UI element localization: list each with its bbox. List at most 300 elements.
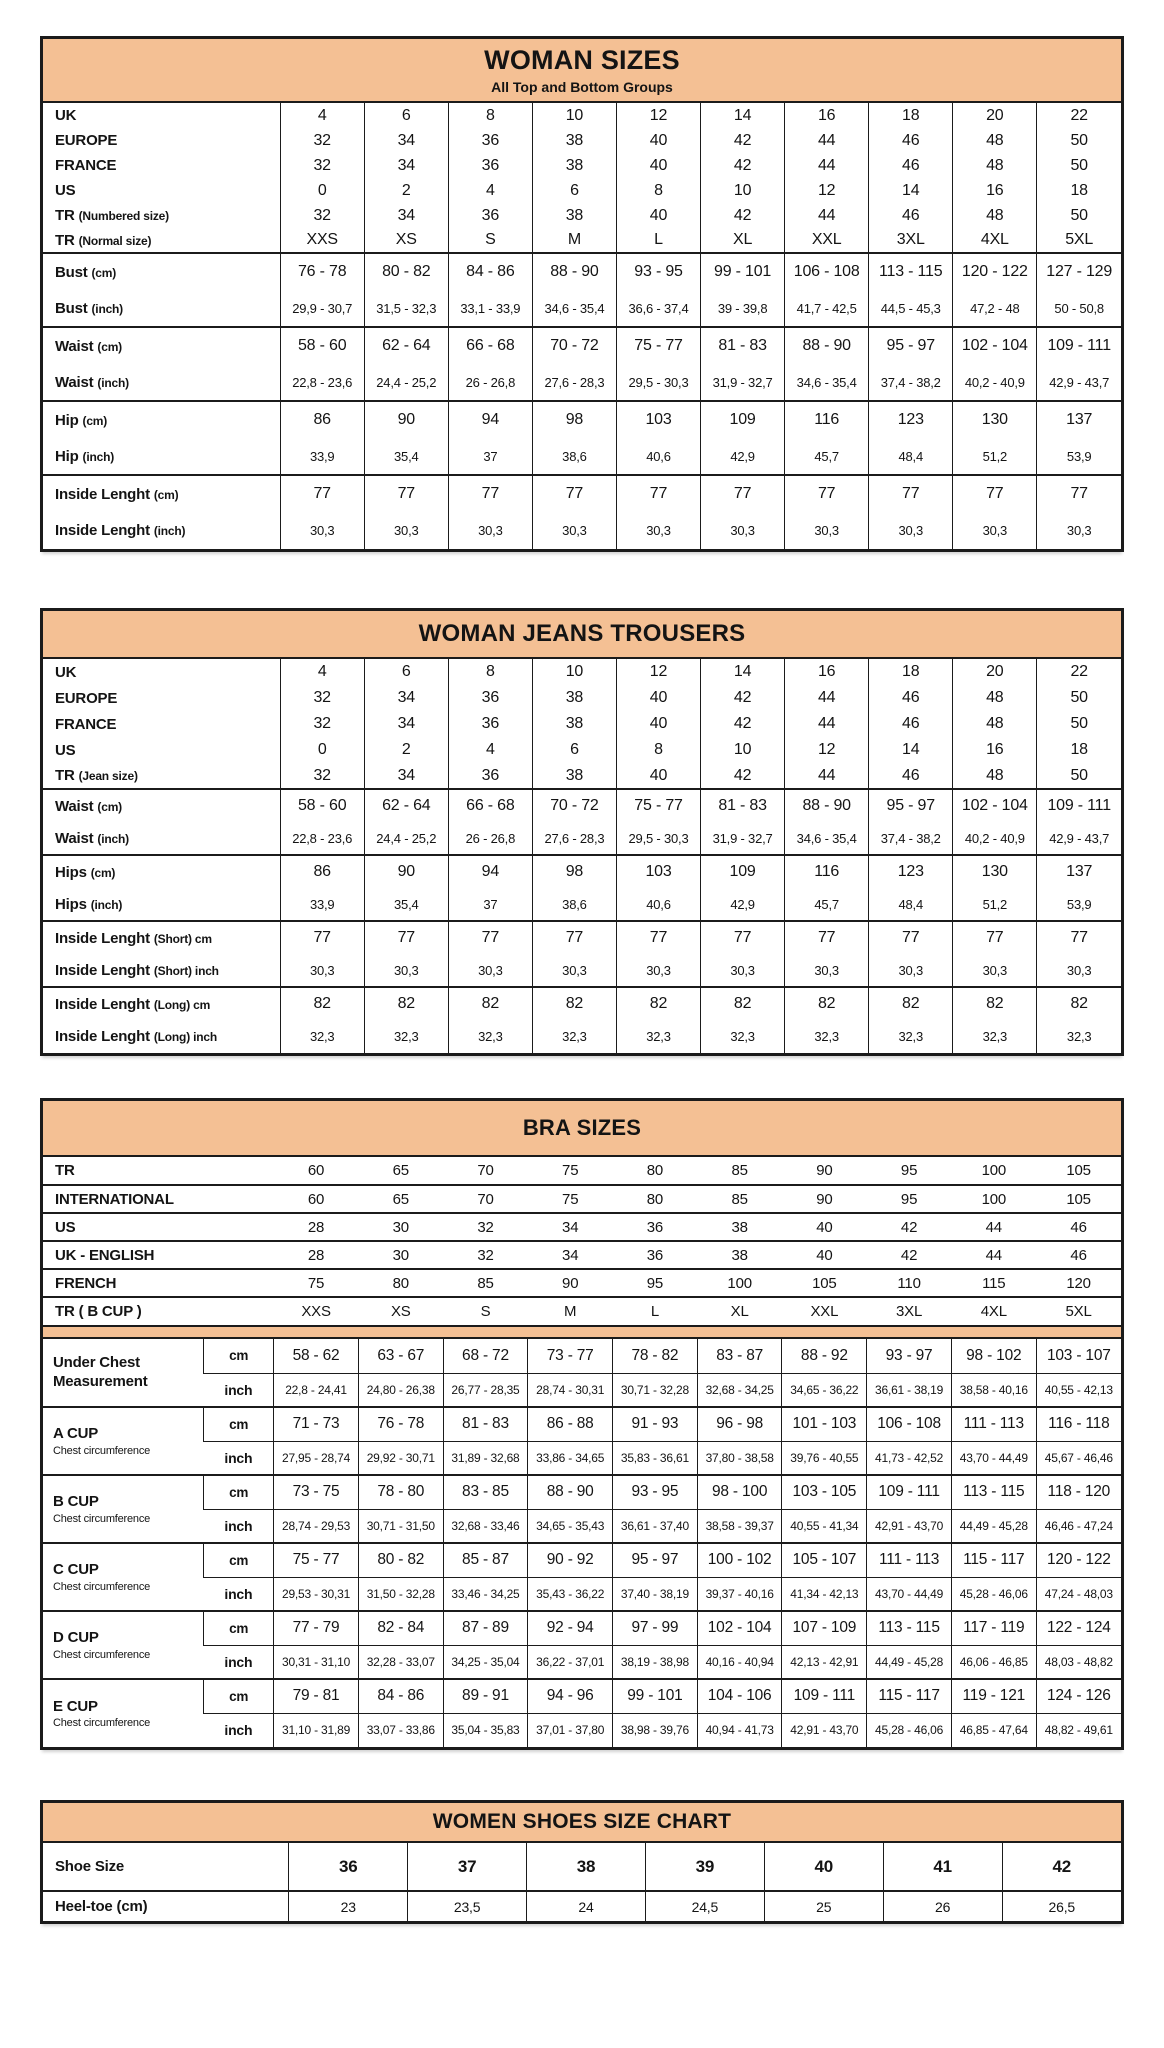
woman-sizes-subtitle: All Top and Bottom Groups xyxy=(491,79,673,95)
size-value: 40,2 - 40,9 xyxy=(953,364,1037,401)
size-value: 29,5 - 30,3 xyxy=(616,364,700,401)
cup-group-subtitle: Chest circumference xyxy=(53,1717,151,1730)
size-value: 97 - 99 xyxy=(613,1611,698,1645)
size-value: 40 xyxy=(616,128,700,153)
size-value: 106 - 108 xyxy=(867,1407,952,1441)
size-value: 82 xyxy=(448,987,532,1020)
size-value: 46,06 - 46,85 xyxy=(951,1645,1036,1679)
table-row xyxy=(43,103,1121,128)
size-value: 16 xyxy=(785,103,869,128)
size-value: 113 - 115 xyxy=(867,1611,952,1645)
size-value: M xyxy=(532,228,616,253)
size-value: 23 xyxy=(289,1891,408,1921)
row-label-detail: (cm) xyxy=(153,487,179,502)
size-value: 88 - 90 xyxy=(785,789,869,822)
table-row xyxy=(43,855,1121,888)
table-row xyxy=(43,1373,1121,1407)
cup-group-subtitle: Chest circumference xyxy=(53,1648,151,1661)
row-label-detail: (Long) inch xyxy=(153,1030,217,1044)
size-value: 35,43 - 36,22 xyxy=(528,1577,613,1611)
size-value: 95 - 97 xyxy=(869,327,953,364)
size-value: 44,49 - 45,28 xyxy=(867,1645,952,1679)
women-shoes-title: WOMEN SHOES SIZE CHART xyxy=(432,1810,732,1833)
size-value: 42 xyxy=(701,153,785,178)
size-value: 46 xyxy=(869,711,953,737)
size-value: 44 xyxy=(785,153,869,178)
size-value: 36,61 - 38,19 xyxy=(867,1373,952,1407)
size-value: 3XL xyxy=(869,228,953,253)
size-value: 42 xyxy=(867,1213,952,1241)
size-value: 42,9 xyxy=(701,438,785,475)
size-value: 37,80 - 38,58 xyxy=(697,1441,782,1475)
size-value: 105 - 107 xyxy=(782,1543,867,1577)
size-value: 130 xyxy=(953,401,1037,438)
size-value: 40,6 xyxy=(616,888,700,921)
women-shoes-header xyxy=(43,1803,1121,1843)
size-value: 31,9 - 32,7 xyxy=(701,822,785,855)
size-value: 2 xyxy=(364,737,448,763)
size-value: 30,3 xyxy=(785,954,869,987)
row-label-detail: (cm) xyxy=(82,413,108,428)
size-value: 32 xyxy=(280,203,364,228)
table-row xyxy=(43,987,1121,1020)
size-value: 77 xyxy=(1037,475,1121,512)
size-value: 81 - 83 xyxy=(701,789,785,822)
size-value: 89 - 91 xyxy=(443,1679,528,1713)
size-value: 53,9 xyxy=(1037,438,1121,475)
bra-sizes-header xyxy=(43,1101,1121,1157)
size-value: 104 - 106 xyxy=(697,1679,782,1713)
table-row xyxy=(43,1213,1121,1241)
size-value: 38 xyxy=(532,685,616,711)
size-value: 90 xyxy=(528,1269,613,1297)
row-label: TR ( B CUP ) xyxy=(43,1297,274,1325)
size-value: 30,71 - 31,50 xyxy=(358,1509,443,1543)
size-value: 120 - 122 xyxy=(953,253,1037,290)
size-value: 45,7 xyxy=(785,438,869,475)
size-value: 32 xyxy=(443,1213,528,1241)
size-value: 95 - 97 xyxy=(613,1543,698,1577)
table-row xyxy=(43,1891,1121,1921)
table-row xyxy=(43,1543,1121,1577)
size-value: 8 xyxy=(448,103,532,128)
size-value: 45,7 xyxy=(785,888,869,921)
size-value: S xyxy=(448,228,532,253)
unit-label-cm: cm xyxy=(204,1679,274,1713)
size-value: 123 xyxy=(869,855,953,888)
cup-group-name: B CUP xyxy=(53,1493,99,1511)
size-value: 80 xyxy=(646,1162,664,1179)
size-value: 105 xyxy=(1036,1185,1121,1213)
row-label: TR xyxy=(55,1162,75,1179)
table-row xyxy=(43,1339,1121,1373)
size-value: 85 xyxy=(443,1269,528,1297)
size-value: 14 xyxy=(701,103,785,128)
size-value: 36 xyxy=(448,203,532,228)
size-value: L xyxy=(613,1297,698,1325)
size-value: 75 - 77 xyxy=(274,1543,359,1577)
size-value: 3XL xyxy=(867,1297,952,1325)
table-row xyxy=(43,327,1121,364)
size-value: 83 - 85 xyxy=(443,1475,528,1509)
cup-group-label xyxy=(43,1407,204,1475)
size-value: 77 xyxy=(364,921,448,954)
size-value: 44,5 - 45,3 xyxy=(869,290,953,327)
size-value: 25 xyxy=(764,1891,883,1921)
size-value: 46 xyxy=(869,203,953,228)
size-value: 30,3 xyxy=(280,954,364,987)
row-label: Inside Lenght (cm) xyxy=(43,475,280,512)
size-value: 33,86 - 34,65 xyxy=(528,1441,613,1475)
size-value: 58 - 60 xyxy=(280,327,364,364)
size-value: 36 xyxy=(448,711,532,737)
size-value: 77 xyxy=(448,475,532,512)
size-value: 101 - 103 xyxy=(782,1407,867,1441)
size-value: 78 - 82 xyxy=(613,1339,698,1373)
table-row xyxy=(43,1241,1121,1269)
size-value: 78 - 80 xyxy=(358,1475,443,1509)
size-value: 41 xyxy=(883,1843,1002,1891)
size-value: 109 - 111 xyxy=(1037,327,1121,364)
size-value: 31,5 - 32,3 xyxy=(364,290,448,327)
size-value: 32,3 xyxy=(1037,1020,1121,1053)
size-value: 46,85 - 47,64 xyxy=(951,1713,1036,1747)
size-value: 4 xyxy=(280,103,364,128)
size-value: 70 - 72 xyxy=(532,327,616,364)
size-value: 34,6 - 35,4 xyxy=(785,822,869,855)
cup-group-name: A CUP xyxy=(53,1425,99,1443)
size-value: 34,6 - 35,4 xyxy=(785,364,869,401)
size-value: 30,3 xyxy=(364,954,448,987)
size-value: 36 xyxy=(448,128,532,153)
size-value: 32 xyxy=(280,763,364,789)
size-value: 44 xyxy=(951,1241,1036,1269)
unit-label-cm: cm xyxy=(204,1475,274,1509)
row-label: Inside Lenght (Short) cm xyxy=(43,921,280,954)
cup-group-label xyxy=(43,1475,204,1543)
size-value: 38 xyxy=(532,763,616,789)
size-value: 23,5 xyxy=(408,1891,527,1921)
size-value: 42,13 - 42,91 xyxy=(782,1645,867,1679)
size-value: 137 xyxy=(1037,855,1121,888)
size-value: 40,55 - 41,34 xyxy=(782,1509,867,1543)
size-value: 82 xyxy=(701,987,785,1020)
size-value: 39,37 - 40,16 xyxy=(697,1577,782,1611)
size-value: 62 - 64 xyxy=(364,789,448,822)
row-label-detail: (Short) cm xyxy=(153,931,212,946)
size-value: 34 xyxy=(528,1213,613,1241)
size-value: 8 xyxy=(616,737,700,763)
size-value: 103 - 105 xyxy=(782,1475,867,1509)
table-row xyxy=(43,290,1121,327)
size-value: 40 xyxy=(616,685,700,711)
size-value: XL xyxy=(697,1297,782,1325)
row-label: Waist (inch) xyxy=(55,829,129,847)
row-label: TR (Numbered size) xyxy=(55,207,169,224)
size-value: 48 xyxy=(953,203,1037,228)
size-value: 116 xyxy=(785,401,869,438)
size-value: 42 xyxy=(701,128,785,153)
size-value: 30,3 xyxy=(532,954,616,987)
size-value: 90 xyxy=(816,1162,833,1179)
size-value: 40 xyxy=(764,1843,883,1891)
size-value: 38,6 xyxy=(532,888,616,921)
size-value: 82 xyxy=(616,987,700,1020)
size-value: 36 xyxy=(289,1843,408,1891)
size-value: 36 xyxy=(448,763,532,789)
size-value: 40 xyxy=(782,1241,867,1269)
size-value: 34,25 - 35,04 xyxy=(443,1645,528,1679)
size-value: 26 xyxy=(883,1891,1002,1921)
size-value: 32 xyxy=(443,1241,528,1269)
row-label: Bust (cm) xyxy=(43,253,280,290)
size-value: 31,9 - 32,7 xyxy=(701,364,785,401)
size-value: 116 xyxy=(785,855,869,888)
size-value: 123 xyxy=(869,401,953,438)
size-value: 32,3 xyxy=(532,1020,616,1053)
size-value: 90 - 92 xyxy=(528,1543,613,1577)
row-label-detail: (cm) xyxy=(97,339,122,354)
size-value: 91 - 93 xyxy=(613,1407,698,1441)
size-value: 41,7 - 42,5 xyxy=(785,290,869,327)
size-value: 6 xyxy=(364,103,448,128)
size-value: 75 xyxy=(274,1269,359,1297)
size-value: 30,3 xyxy=(953,954,1037,987)
size-value: 93 - 95 xyxy=(616,253,700,290)
size-value: 45,28 - 46,06 xyxy=(951,1577,1036,1611)
size-value: 65 xyxy=(358,1185,443,1213)
size-value: 28,74 - 30,31 xyxy=(528,1373,613,1407)
size-value: 10 xyxy=(701,737,785,763)
size-value: 32 xyxy=(280,711,364,737)
table-row xyxy=(43,1185,1121,1213)
size-value: 98 - 100 xyxy=(697,1475,782,1509)
size-value: 4 xyxy=(280,659,364,685)
unit-label-cm: cm xyxy=(204,1407,274,1441)
table-row xyxy=(43,475,1121,512)
size-value: 34 xyxy=(528,1241,613,1269)
size-value: 22,8 - 23,6 xyxy=(280,364,364,401)
table-row xyxy=(43,1269,1121,1297)
size-value: 68 - 72 xyxy=(443,1339,528,1373)
size-value: 2 xyxy=(364,178,448,203)
size-value: 102 - 104 xyxy=(953,789,1037,822)
row-label-detail: (inch) xyxy=(82,449,114,464)
size-value: 48,82 - 49,61 xyxy=(1036,1713,1121,1747)
size-value: 33,46 - 34,25 xyxy=(443,1577,528,1611)
row-label: Waist (inch) xyxy=(55,373,129,391)
size-value: 100 xyxy=(697,1269,782,1297)
size-value: 30,3 xyxy=(1037,954,1121,987)
size-value: 90 xyxy=(364,855,448,888)
table-row xyxy=(43,1475,1121,1509)
size-value: 30,3 xyxy=(785,512,869,549)
size-value: 22,8 - 24,41 xyxy=(274,1373,359,1407)
table-row xyxy=(43,1441,1121,1475)
size-value: 100 xyxy=(981,1162,1007,1179)
table-row xyxy=(43,253,1121,290)
size-value: 39 - 39,8 xyxy=(701,290,785,327)
size-value: 41,73 - 42,52 xyxy=(867,1441,952,1475)
table-row xyxy=(43,228,1121,253)
table-row xyxy=(43,1407,1121,1441)
size-value: 103 xyxy=(616,855,700,888)
cup-group-subtitle: Chest circumference xyxy=(53,1512,151,1525)
size-value: 88 - 90 xyxy=(785,327,869,364)
size-value: 29,53 - 30,31 xyxy=(274,1577,359,1611)
woman-sizes-title: WOMAN SIZES xyxy=(484,45,680,75)
size-value: 50 xyxy=(1037,128,1121,153)
size-value: 38,19 - 38,98 xyxy=(613,1645,698,1679)
size-value: 83 - 87 xyxy=(697,1339,782,1373)
woman-jeans-grid xyxy=(43,659,1121,1053)
size-value: 122 - 124 xyxy=(1036,1611,1121,1645)
size-value: 44,49 - 45,28 xyxy=(951,1509,1036,1543)
size-value: 77 xyxy=(364,475,448,512)
row-label-detail: (Short) inch xyxy=(153,963,219,978)
size-value: 16 xyxy=(953,737,1037,763)
size-value: 92 - 94 xyxy=(528,1611,613,1645)
size-value: 103 xyxy=(616,401,700,438)
size-value: 82 xyxy=(364,987,448,1020)
bra-sizes-title: BRA SIZES xyxy=(522,1115,642,1140)
size-value: 16 xyxy=(953,178,1037,203)
size-value: 46 xyxy=(1036,1213,1121,1241)
size-value: 30,71 - 32,28 xyxy=(613,1373,698,1407)
size-value: 32,3 xyxy=(448,1020,532,1053)
size-value: 5XL xyxy=(1037,228,1121,253)
size-value: 82 xyxy=(532,987,616,1020)
women-shoes-grid xyxy=(43,1843,1121,1921)
row-label: US xyxy=(43,1213,274,1241)
size-value: 87 - 89 xyxy=(443,1611,528,1645)
row-label: Inside Lenght (Long) inch xyxy=(55,1028,217,1045)
size-value: 63 - 67 xyxy=(358,1339,443,1373)
size-value: 77 xyxy=(785,475,869,512)
row-label: Inside Lenght (Short) inch xyxy=(55,961,219,979)
size-value: 70 - 72 xyxy=(532,789,616,822)
size-value: 50 xyxy=(1037,711,1121,737)
row-label: UK xyxy=(55,663,77,681)
size-value: 88 - 90 xyxy=(532,253,616,290)
size-value: 60 xyxy=(274,1185,359,1213)
size-value: 77 xyxy=(280,921,364,954)
row-label: TR (Jean size) xyxy=(55,767,138,784)
table-row xyxy=(43,659,1121,685)
table-row xyxy=(43,1297,1121,1325)
size-value: 32,3 xyxy=(785,1020,869,1053)
size-value: 0 xyxy=(280,737,364,763)
size-value: 24,4 - 25,2 xyxy=(364,364,448,401)
size-value: 30,3 xyxy=(532,512,616,549)
size-value: 20 xyxy=(953,659,1037,685)
size-value: 50 xyxy=(1037,153,1121,178)
size-value: 93 - 97 xyxy=(867,1339,952,1373)
size-value: 77 xyxy=(448,921,532,954)
row-label: US xyxy=(55,741,76,759)
woman-sizes-grid xyxy=(43,103,1121,549)
row-label: Heel-toe (cm) xyxy=(43,1891,289,1921)
table-row xyxy=(43,1611,1121,1645)
table-row xyxy=(43,178,1121,203)
size-value: 46 xyxy=(869,685,953,711)
size-value: 75 xyxy=(562,1162,579,1179)
size-value: 50 - 50,8 xyxy=(1037,290,1121,327)
size-value: 42,9 - 43,7 xyxy=(1037,364,1121,401)
row-label: Hip (inch) xyxy=(55,447,114,465)
size-value: 36 xyxy=(448,153,532,178)
size-value: XXS xyxy=(274,1297,359,1325)
size-value: 51,2 xyxy=(953,888,1037,921)
unit-label-cm: cm xyxy=(204,1543,274,1577)
size-value: 77 xyxy=(532,921,616,954)
size-value: 32,3 xyxy=(364,1020,448,1053)
size-value: 18 xyxy=(869,659,953,685)
size-value: 12 xyxy=(785,737,869,763)
size-value: 109 xyxy=(701,855,785,888)
cup-group-name: E CUP xyxy=(53,1697,98,1715)
table-row xyxy=(43,128,1121,153)
size-value: 85 xyxy=(731,1162,748,1179)
size-value: 94 xyxy=(448,855,532,888)
size-value: 85 xyxy=(697,1185,782,1213)
size-value: 36,61 - 37,40 xyxy=(613,1509,698,1543)
size-value: 4 xyxy=(448,178,532,203)
size-value: 40 xyxy=(616,711,700,737)
unit-label-inch: inch xyxy=(204,1713,274,1747)
size-value: 48 xyxy=(953,685,1037,711)
size-value: 26 - 26,8 xyxy=(448,822,532,855)
size-value: 100 - 102 xyxy=(697,1543,782,1577)
size-value: 32,3 xyxy=(616,1020,700,1053)
size-value: 30,3 xyxy=(869,512,953,549)
size-value: 34,65 - 35,43 xyxy=(528,1509,613,1543)
table-row xyxy=(43,789,1121,822)
size-value: 28 xyxy=(274,1241,359,1269)
size-value: 10 xyxy=(532,659,616,685)
table-row xyxy=(43,438,1121,475)
row-label: UK - ENGLISH xyxy=(43,1241,274,1269)
size-value: 16 xyxy=(785,659,869,685)
size-value: 33,1 - 33,9 xyxy=(448,290,532,327)
unit-label-cm: cm xyxy=(204,1339,274,1373)
size-value: 32 xyxy=(280,153,364,178)
size-value: 29,5 - 30,3 xyxy=(616,822,700,855)
size-value: 95 - 97 xyxy=(869,789,953,822)
size-value: 5XL xyxy=(1036,1297,1121,1325)
size-value: 30,3 xyxy=(280,512,364,549)
size-value: 36 xyxy=(613,1241,698,1269)
row-label: Bust (inch) xyxy=(55,299,123,317)
size-value: 50 xyxy=(1037,763,1121,789)
size-value: 35,4 xyxy=(364,888,448,921)
size-value: 30 xyxy=(358,1213,443,1241)
size-value: 48 xyxy=(953,763,1037,789)
table-row xyxy=(43,1577,1121,1611)
size-value: 42 xyxy=(701,203,785,228)
size-value: 77 xyxy=(953,475,1037,512)
size-value: 31,89 - 32,68 xyxy=(443,1441,528,1475)
size-value: 100 xyxy=(951,1185,1036,1213)
cup-group-subtitle: Chest circumference xyxy=(53,1444,151,1457)
size-value: 50 xyxy=(1037,203,1121,228)
size-value: 24 xyxy=(527,1891,646,1921)
size-value: 66 - 68 xyxy=(448,327,532,364)
size-value: 98 xyxy=(532,401,616,438)
size-value: 42,9 - 43,7 xyxy=(1037,822,1121,855)
size-value: 38 xyxy=(532,153,616,178)
size-value: 22 xyxy=(1037,659,1121,685)
